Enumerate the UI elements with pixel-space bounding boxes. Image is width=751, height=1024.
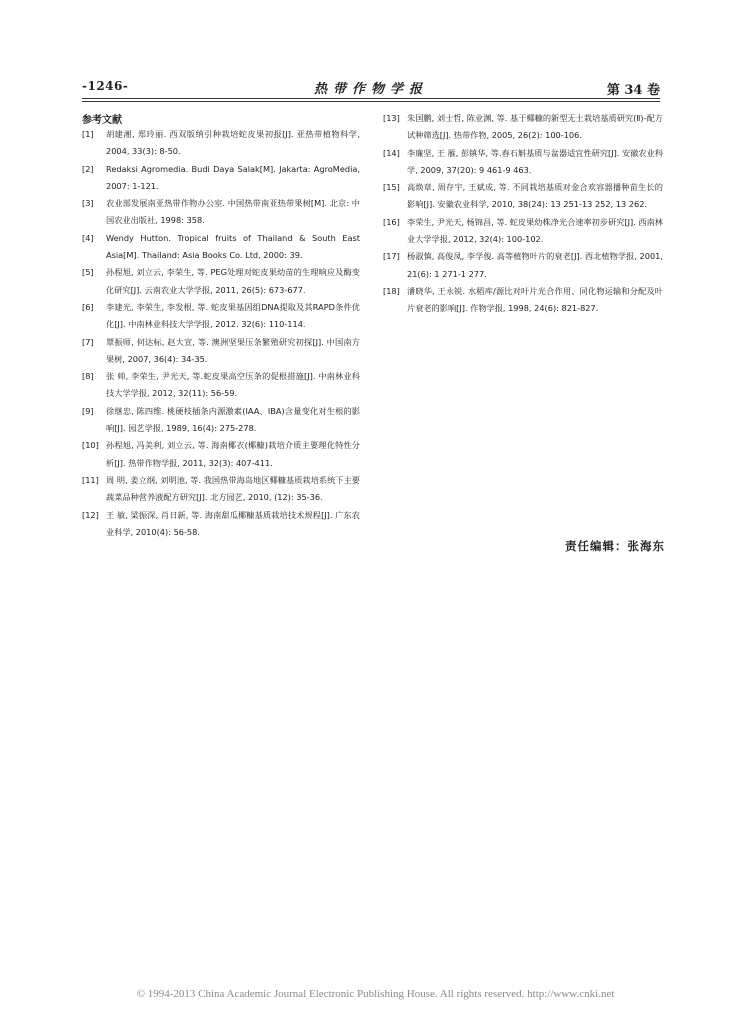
reference-item [82, 299, 360, 334]
reference-item [82, 507, 360, 542]
reference-number: [17] [383, 251, 400, 262]
reference-number: [5] [82, 267, 94, 278]
header-rule-thin [82, 101, 660, 102]
reference-text: 农业部发展南亚热带作物办公室. 中国热带南亚热带果树[M]. 北京: 中国农业出版社, 1998: 358. [106, 198, 360, 226]
reference-text: Redaksi Agromedia. Budi Daya Salak[M]. Jakarta: AgroMedia, 2007: 1-121. [106, 163, 360, 191]
volume-label: 第 34 卷 [606, 83, 660, 98]
reference-item [383, 248, 663, 283]
reference-text: 李廉坚, 王 雁, 彭镇华, 等.春石斛基质与盆器适宜性研究[J]. 安徽农业科学, 2009, 37(20): 9 461-9 463. [407, 147, 663, 175]
references-right-column [383, 110, 663, 318]
reference-number: [7] [82, 336, 94, 347]
reference-item [383, 145, 663, 180]
reference-item [82, 437, 360, 472]
reference-number: [9] [82, 405, 94, 416]
reference-text: 李荣生, 尹光天, 杨锦昌, 等. 蛇皮果幼株净光合速率初步研究[J]. 西南林业大学学报, 2012, 32(4): 100-102. [407, 216, 663, 245]
reference-text: 周 明, 姜立纲, 刘明池, 等. 我国热带海岛地区椰糠基质栽培系统下主要蔬菜品种营养液配方研究[J]. 北方园艺, 2010, (12): 35-36. [106, 474, 360, 503]
reference-text: 朱国鹏, 刘士哲, 陈业渊, 等. 基于椰糠的新型无土栽培基质研究(Ⅱ)-配方试种筛选[J]. 热带作物, 2005, 26(2): 100-106. [407, 113, 663, 141]
reference-number: [15] [383, 182, 400, 193]
reference-text: 王 敏, 梁振深, 肖日新, 等. 海南甜瓜椰糠基质栽培技术规程[J]. 广东农业科学, 2010(4): 56-58. [106, 509, 360, 537]
reference-text: 胡建湘, 郑玲丽. 西双版纳引种栽培蛇皮果初报[J]. 亚热带植物科学, 2004, 33(3): 8-50. [106, 129, 360, 157]
header-rule-thick [82, 98, 660, 99]
reference-number: [12] [82, 509, 99, 520]
reference-number: [4] [82, 232, 94, 243]
references-left-column [82, 126, 360, 541]
reference-number: [18] [383, 285, 400, 296]
reference-text: 徐继忠, 陈四维. 桃硬枝插条内源激素(IAA、IBA)含量变化对生根的影响[J]. 园艺学报, 1989, 16(4): 275-278. [106, 405, 360, 434]
journal-title: 热带作物学报 [313, 82, 428, 97]
reference-text: 杨淑慎, 高俊凤, 李学俊. 高等植物叶片的衰老[J]. 西北植物学报, 2001, 21(6): 1 271-1 277. [407, 251, 663, 279]
reference-item [383, 214, 663, 249]
page-number: -1246- [82, 79, 129, 93]
reference-item [82, 195, 360, 230]
reference-item [82, 230, 360, 265]
reference-number: [3] [82, 198, 94, 209]
reference-number: [11] [82, 474, 99, 485]
reference-item [82, 472, 360, 507]
reference-item [383, 110, 663, 145]
reference-text: 孙程旭, 刘立云, 李荣生, 等. PEG处理对蛇皮果幼苗的生理响应及酶变化研究[J]. 云南农业大学学报, 2011, 26(5): 673-677. [106, 267, 360, 295]
responsible-editor: 责任编辑：张海东 [565, 539, 665, 553]
reference-text: 高焕章, 周存宇, 王斌成, 等. 不同栽培基质对金合欢容器播种苗生长的影响[J]. 安徽农业科学, 2010, 38(24): 13 251-13 252, 13 262. [407, 182, 663, 210]
reference-number: [10] [82, 440, 99, 451]
reference-text: 李建光, 李荣生, 李发根, 等. 蛇皮果基因组DNA提取及其RAPD条件优化[J]. 中南林业科技大学学报, 2012. 32(6): 110-114. [106, 301, 360, 330]
reference-text: 潘晓华, 王永锐. 水稻库/源比对叶片光合作用、同化物运输和分配及叶片衰老的影响[J]. 作物学报, 1998, 24(6): 821-827. [407, 285, 663, 314]
reference-text: 覃振师, 何达标, 赵大宣, 等. 澳洲坚果压条繁殖研究初探[J]. 中国南方果树, 2007, 36(4): 34-35. [106, 336, 360, 364]
reference-item [82, 264, 360, 299]
reference-number: [2] [82, 163, 94, 174]
reference-item [82, 368, 360, 403]
reference-number: [13] [383, 113, 400, 123]
copyright-footer: © 1994-2013 China Academic Journal Electronic Publishing House. All rights reserved. http://www.cnki.net [136, 988, 615, 1000]
reference-item [82, 334, 360, 369]
reference-item [383, 179, 663, 214]
references-heading: 参考文献 [82, 115, 122, 126]
reference-number: [1] [82, 129, 94, 139]
reference-item [82, 126, 360, 161]
reference-number: [14] [383, 147, 400, 158]
reference-item [82, 403, 360, 438]
reference-text: 张 帅, 李荣生, 尹光天, 等.蛇皮果高空压条的促根措施[J]. 中南林业科技大学学报, 2012, 32(11): 56-59. [106, 371, 360, 399]
reference-number: [8] [82, 371, 94, 382]
reference-item [82, 161, 360, 196]
reference-number: [16] [383, 216, 400, 227]
reference-text: 孙程旭, 冯美利, 刘立云, 等. 海南椰衣(椰糠)栽培介质主要理化特性分析[J]. 热带作物学报, 2011, 32(3): 407-411. [106, 440, 360, 468]
reference-number: [6] [82, 301, 94, 312]
reference-text: Wendy Hutton. Tropical fruits of Thailand & South East Asia[M]. Thailand: Asia Books Co. Ltd, 2000: 39. [106, 232, 360, 261]
reference-item [383, 283, 663, 318]
